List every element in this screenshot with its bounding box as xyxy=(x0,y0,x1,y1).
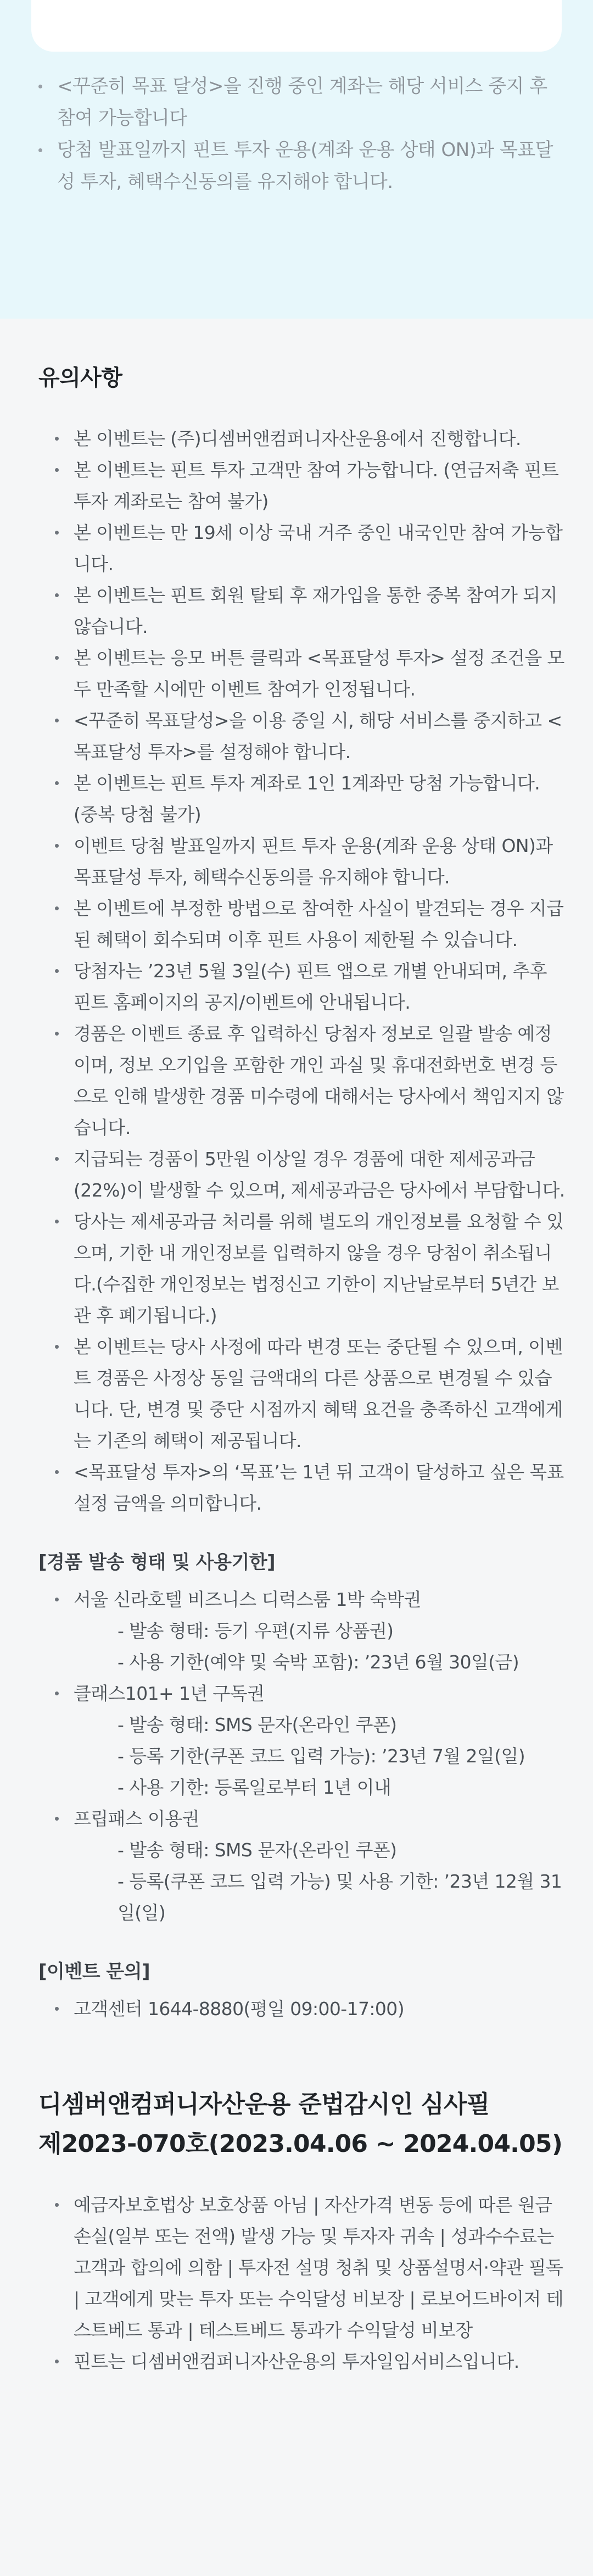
notice-section xyxy=(0,319,593,2024)
compliance-list xyxy=(38,2189,567,2377)
top-info-section xyxy=(0,0,593,319)
inquiry-list xyxy=(38,1993,567,2024)
compliance-title-line2: 제2023-070호(2023.04.06 ~ 2024.04.05) xyxy=(38,2130,563,2158)
prize-name: 클래스101+ 1년 구독권 xyxy=(74,1683,265,1704)
compliance-title xyxy=(38,2085,567,2164)
prize-list xyxy=(38,1584,567,1928)
notice-item: 본 이벤트는 응모 버튼 클릭과 <목표달성 투자> 설정 조건을 모두 만족할 시에만 이벤트 참여가 인정됩니다. xyxy=(52,642,567,705)
notice-item: 이벤트 당첨 발표일까지 핀트 투자 운용(계좌 운용 상태 ON)과 목표달성 투자, 혜택수신동의를 유지해야 합니다. xyxy=(52,830,567,893)
prize-name: 프립패스 이용권 xyxy=(74,1808,199,1829)
prize-detail: - 발송 형태: SMS 문자(온라인 쿠폰) xyxy=(118,1714,397,1735)
prize-detail: - 발송 형태: SMS 문자(온라인 쿠폰) xyxy=(118,1839,397,1861)
prize-item xyxy=(52,1803,567,1928)
notice-item: 본 이벤트는 만 19세 이상 국내 거주 중인 내국인만 참여 가능합니다. xyxy=(52,517,567,580)
notice-item: 당사는 제세공과금 처리를 위해 별도의 개인정보를 요청할 수 있으며, 기한 내 개인정보를 입력하지 않을 경우 당첨이 취소됩니다.(수집한 개인정보는 법정신고 기한이 지난날로부터 5년간 보관 후 폐기됩니다.) xyxy=(52,1206,567,1331)
inquiry-item: 고객센터 1644-8880(평일 09:00-17:00) xyxy=(52,1993,567,2024)
notice-item: 본 이벤트는 핀트 투자 고객만 참여 가능합니다. (연금저축 핀트 투자 계좌로는 참여 불가) xyxy=(52,454,567,517)
notice-item: 본 이벤트는 핀트 투자 계좌로 1인 1계좌만 당첨 가능합니다. (중복 당첨 불가) xyxy=(52,767,567,830)
notice-item: 본 이벤트에 부정한 방법으로 참여한 사실이 발견되는 경우 지급된 혜택이 회수되며 이후 핀트 사용이 제한될 수 있습니다. xyxy=(52,893,567,955)
prize-detail: - 등록 기한(쿠폰 코드 입력 가능): ’23년 7월 2일(일) xyxy=(118,1745,525,1767)
prize-detail: - 사용 기한: 등록일로부터 1년 이내 xyxy=(118,1777,391,1798)
prize-heading: [경품 발송 형태 및 사용기한] xyxy=(38,1551,276,1573)
notice-item: 본 이벤트는 당사 사정에 따라 변경 또는 중단될 수 있으며, 이벤트 경품은 사정상 동일 금액대의 다른 상품으로 변경될 수 있습니다. 단, 변경 및 중단 시점까지 혜택 요건을 충족하신 고객에게는 기존의 혜택이 제공됩니다. xyxy=(52,1331,567,1456)
prize-name: 서울 신라호텔 비즈니스 디럭스룸 1박 숙박권 xyxy=(74,1589,421,1610)
top-notes-list xyxy=(35,70,560,198)
notice-list xyxy=(38,423,567,1519)
compliance-section xyxy=(0,2085,593,2377)
prize-detail: - 발송 형태: 등기 우편(지류 상품권) xyxy=(118,1620,394,1642)
compliance-item: 핀트는 디셈버앤컴퍼니자산운용의 투자일임서비스입니다. xyxy=(52,2346,567,2377)
prize-item xyxy=(52,1584,567,1678)
compliance-item: 예금자보호법상 보호상품 아님 | 자산가격 변동 등에 따른 원금 손실(일부 또는 전액) 발생 가능 및 투자자 귀속 | 성과수수료는 고객과 합의에 의함 | 투자전 설명 청취 및 상품설명서·약관 필독 | 고객에게 맞는 투자 또는 수익달성 비보장 | 로보어드바이저 테스트베드 통과 | 테스트베드 통과가 수익달성 비보장 xyxy=(52,2189,567,2346)
notice-item: 경품은 이벤트 종료 후 입력하신 당첨자 정보로 일괄 발송 예정이며, 정보 오기입을 포함한 개인 과실 및 휴대전화번호 변경 등으로 인해 발생한 경품 미수령에 대해서는 당사에서 책임지지 않습니다. xyxy=(52,1018,567,1143)
notice-item: <목표달성 투자>의 ‘목표’는 1년 뒤 고객이 달성하고 싶은 목표 설정 금액을 의미합니다. xyxy=(52,1456,567,1519)
prize-details xyxy=(74,1834,567,1928)
notice-item: <꾸준히 목표달성>을 이용 중일 시, 해당 서비스를 중지하고 <목표달성 투자>를 설정해야 합니다. xyxy=(52,705,567,767)
top-note-item: 당첨 발표일까지 핀트 투자 운용(계좌 운용 상태 ON)과 목표달성 투자, 혜택수신동의를 유지해야 합니다. xyxy=(35,134,560,198)
prize-details xyxy=(74,1615,567,1678)
prize-detail: - 사용 기한(예약 및 숙박 포함): ’23년 6월 30일(금) xyxy=(118,1651,519,1673)
notice-item: 지급되는 경품이 5만원 이상일 경우 경품에 대한 제세공과금(22%)이 발생할 수 있으며, 제세공과금은 당사에서 부담합니다. xyxy=(52,1143,567,1206)
top-note-item: <꾸준히 목표 달성>을 진행 중인 계좌는 해당 서비스 중지 후 참여 가능합니다 xyxy=(35,70,560,134)
prize-item xyxy=(52,1678,567,1803)
notice-item: 본 이벤트는 핀트 회원 탈퇴 후 재가입을 통한 중복 참여가 되지 않습니다. xyxy=(52,580,567,642)
notice-title: 유의사항 xyxy=(38,365,122,391)
notice-item: 본 이벤트는 (주)디셈버앤컴퍼니자산운용에서 진행합니다. xyxy=(52,423,567,454)
top-card xyxy=(31,0,562,52)
inquiry-heading: [이벤트 문의] xyxy=(38,1961,150,1983)
compliance-title-line1: 디셈버앤컴퍼니자산운용 준법감시인 심사필 xyxy=(38,2090,490,2118)
prize-details xyxy=(74,1709,567,1803)
prize-detail: - 등록(쿠폰 코드 입력 가능) 및 사용 기한: ’23년 12월 31일(일) xyxy=(118,1871,562,1923)
notice-item: 당첨자는 ’23년 5월 3일(수) 핀트 앱으로 개별 안내되며, 추후 핀트 홈페이지의 공지/이벤트에 안내됩니다. xyxy=(52,955,567,1018)
